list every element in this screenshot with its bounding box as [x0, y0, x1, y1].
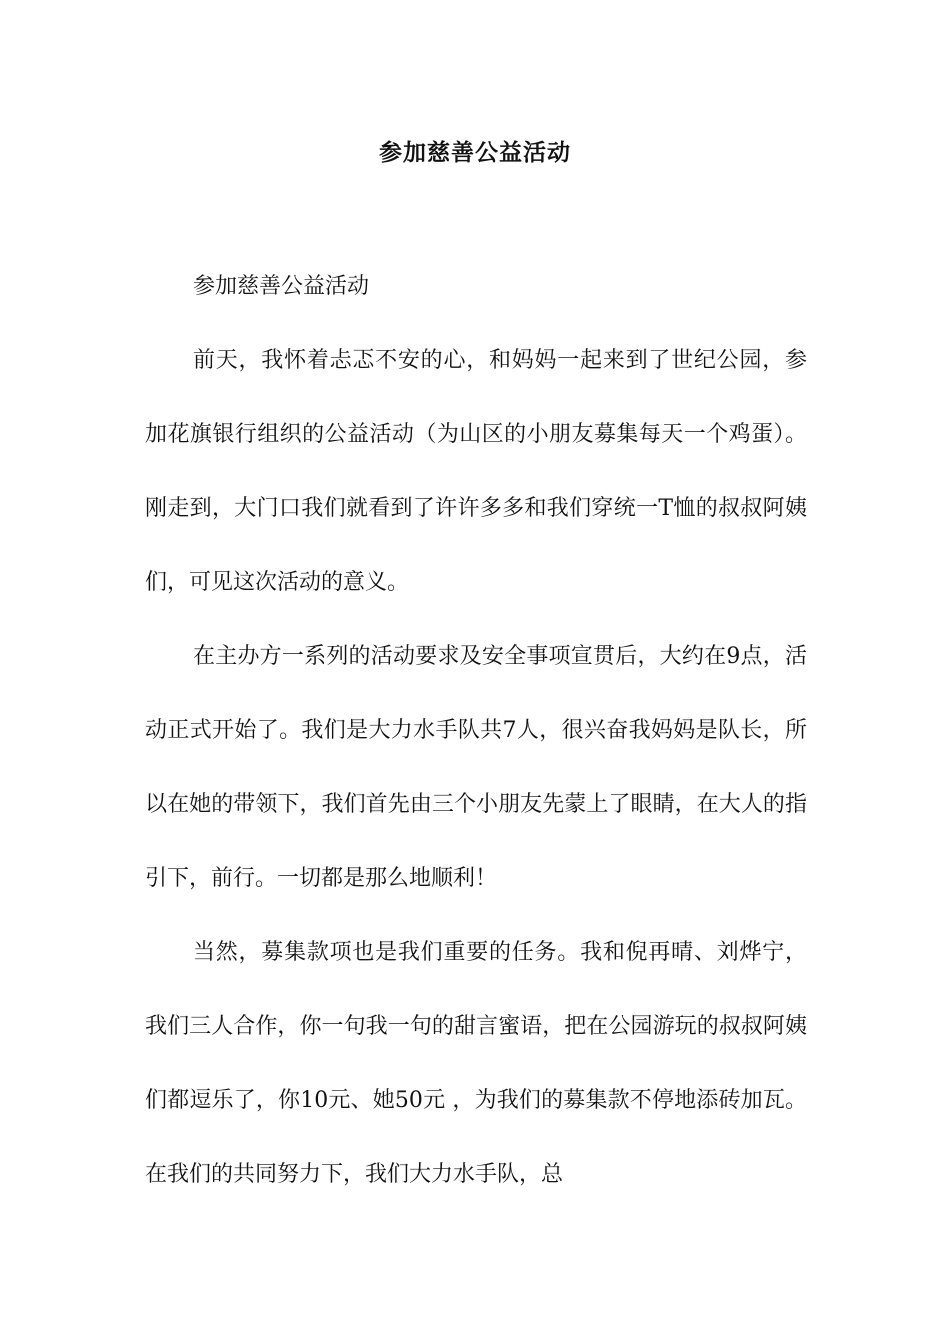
paragraph: 当然，募集款项也是我们重要的任务。我和倪再晴、刘烨宁，我们三人合作，你一句我一句的甜言蜜语，把在公园游玩的叔叔阿姨们都逗乐了，你10元、她50元 ，为我们的募集款不停地添砖加瓦。在我们的共同努力下，我们大力水手队，总: [145, 940, 807, 1187]
paragraph-heading: 参加慈善公益活动: [193, 274, 370, 299]
paragraph: 在主办方一系列的活动要求及安全事项宣贯后，大约在9点，活动正式开始了。我们是大力水手队共7人，很兴奋我妈妈是队长，所以在她的带领下，我们首先由三个小朋友先蒙上了眼睛，在大人的指引下，前行。一切都是那么地顺利！: [145, 644, 807, 891]
paragraph: 前天，我怀着忐忑不安的心，和妈妈一起来到了世纪公园，参加花旗银行组织的公益活动（为山区的小朋友募集每天一个鸡蛋）。刚走到，大门口我们就看到了许许多多和我们穿统一T恤的叔叔阿姨们，可见这次活动的意义。: [145, 348, 807, 595]
document-title: 参加慈善公益活动: [379, 140, 571, 166]
document-body: [145, 250, 807, 1212]
